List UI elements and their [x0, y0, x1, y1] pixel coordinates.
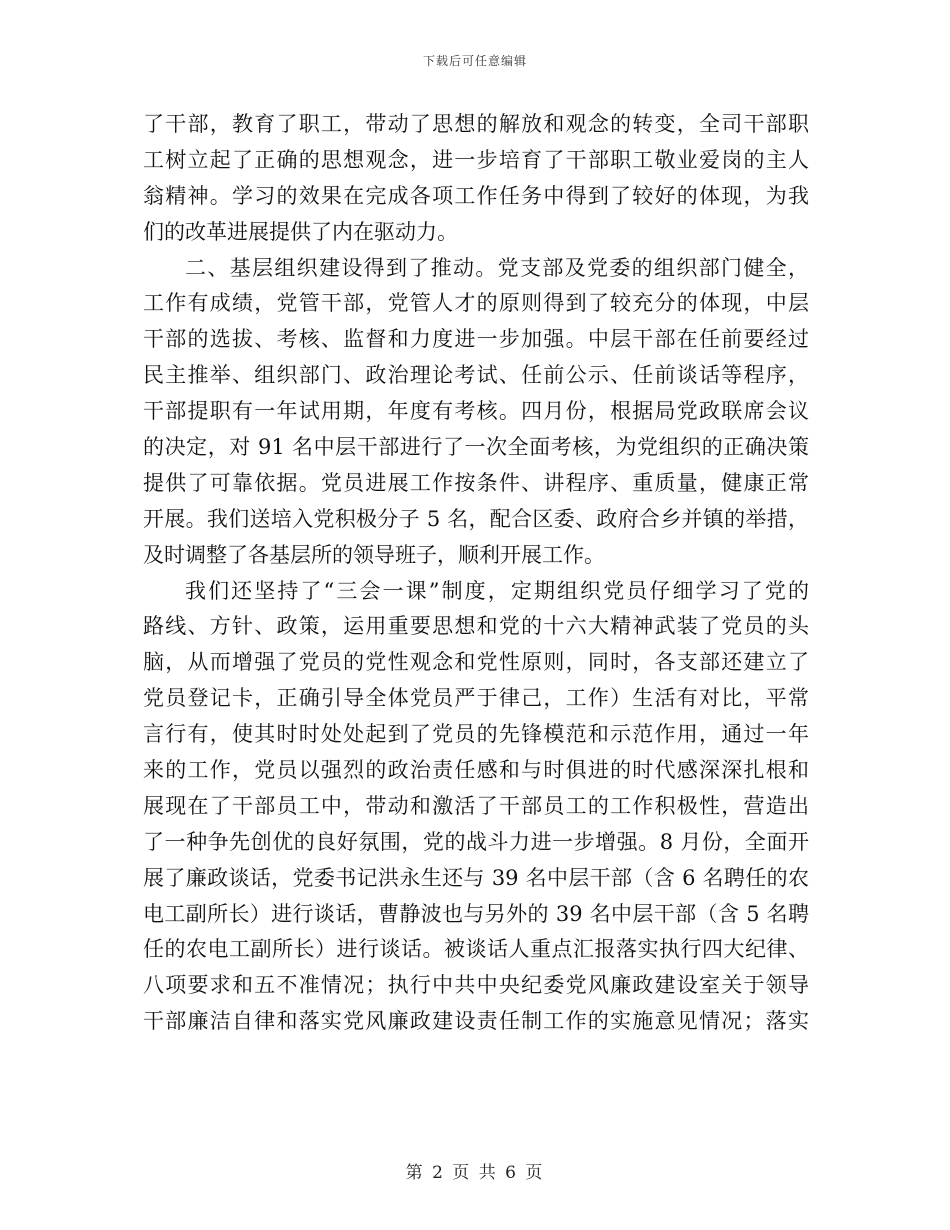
document-body	[143, 106, 809, 1039]
text-line: 了干部，教育了职工，带动了思想的解放和观念的转变，全司干部职	[143, 112, 809, 136]
text-line: 干部的选拔、考核、监督和力度进一步加强。中层干部在任前要经过	[143, 327, 809, 352]
text-line: 干部廉洁自律和落实党风廉政建设责任制工作的实施意见情况；落实	[143, 1009, 809, 1034]
text-line: 提供了可靠依据。党员进展工作按条件、讲程序、重质量，健康正常	[143, 470, 809, 495]
text-line: 路线、方针、政策，运用重要思想和党的十六大精神武装了党员的头	[143, 614, 809, 639]
text-line: 的决定，对 91 名中层干部进行了一次全面考核，为党组织的正确决策	[143, 435, 809, 460]
text-line: 任的农电工副所长）进行谈话。被谈话人重点汇报落实执行四大纪律、	[143, 937, 809, 962]
text-line: 们的改革进展提供了内在驱动力。	[143, 219, 458, 244]
text-line: 开展。我们送培入党积极分子 5 名，配合区委、政府合乡并镇的举措，	[143, 506, 809, 531]
text-line: 展了廉政谈话，党委书记洪永生还与 39 名中层干部（含 6 名聘任的农	[143, 865, 809, 890]
text-line: 了一种争先创优的良好氛围，党的战斗力进一步增强。8 月份，全面开	[143, 829, 809, 854]
text-line: 翁精神。学习的效果在完成各项工作任务中得到了较好的体现，为我	[143, 183, 809, 208]
text-line: 八项要求和五不准情况；执行中共中央纪委党风廉政建设室关于领导	[143, 973, 809, 998]
page-header: 下载后可任意编辑	[422, 54, 527, 68]
text-line: 我们还坚持了“三会一课”制度，定期组织党员仔细学习了党的	[185, 578, 809, 603]
text-line: 展现在了干部员工中，带动和激活了干部员工的工作积极性，营造出	[143, 793, 809, 818]
text-line: 及时调整了各基层所的领导班子，顺利开展工作。	[143, 542, 605, 567]
text-line: 干部提职有一年试用期，年度有考核。四月份，根据局党政联席会议	[143, 399, 809, 424]
text-line: 党员登记卡，正确引导全体党员严于律己，工作）生活有对比，平常	[143, 686, 809, 711]
text-line: 脑，从而增强了党员的党性观念和党性原则，同时，各支部还建立了	[143, 650, 809, 675]
text-line: 电工副所长）进行谈话，曹静波也与另外的 39 名中层干部（含 5 名聘	[143, 901, 809, 926]
text-line: 二、基层组织建设得到了推动。党支部及党委的组织部门健全，	[185, 255, 809, 280]
page-footer: 第 2 页 共 6 页	[405, 1163, 545, 1183]
text-line: 言行有，使其时时处处起到了党员的先锋模范和示范作用，通过一年	[143, 722, 809, 747]
text-line: 工作有成绩，党管干部，党管人才的原则得到了较充分的体现，中层	[143, 291, 809, 316]
text-line: 来的工作，党员以强烈的政治责任感和与时俱进的时代感深深扎根和	[143, 758, 809, 783]
text-line: 民主推举、组织部门、政治理论考试、任前公示、任前谈话等程序，	[143, 363, 809, 388]
text-line: 工树立起了正确的思想观念，进一步培育了干部职工敬业爱岗的主人	[143, 147, 809, 172]
